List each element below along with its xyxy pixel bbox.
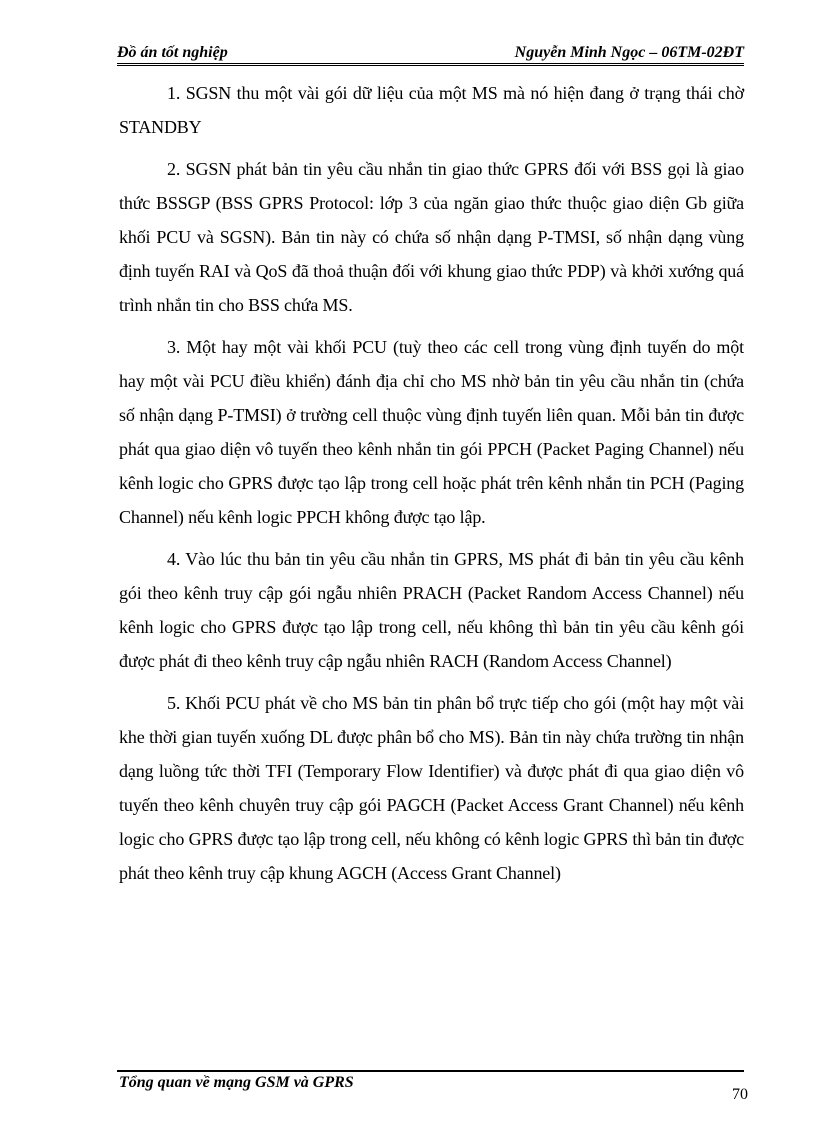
paragraph-3: 3. Một hay một vài khối PCU (tuỳ theo các cell trong vùng định tuyến do một hay một vài PCU điều khiển) đánh địa chỉ cho MS nhờ bản tin yêu cầu nhắn tin (chứa số nhận dạng P-TMSI) ở trường cell thuộc vùng định tuyến liên quan. Mỗi bản tin được phát qua giao diện vô tuyến theo kênh nhắn tin gói PPCH (Packet Paging Channel) nếu kênh logic cho GPRS được tạo lập trong cell hoặc phát trên kênh nhắn tin PCH (Paging Channel) nếu kênh logic PPCH không được tạo lập. bbox=[119, 337, 744, 527]
body-text bbox=[119, 76, 744, 898]
paragraph-2: 2. SGSN phát bản tin yêu cầu nhắn tin giao thức GPRS đối với BSS gọi là giao thức BSSGP (BSS GPRS Protocol: lớp 3 của ngăn giao thức thuộc giao diện Gb giữa khối PCU và SGSN). Bản tin này có chứa số nhận dạng P-TMSI, số nhận dạng vùng định tuyến RAI và QoS đã thoả thuận đối với khung giao thức PDP) và khởi xướng quá trình nhắn tin cho BSS chứa MS. bbox=[119, 159, 744, 315]
header-right: Nguyễn Minh Ngọc – 06TM-02ĐT bbox=[514, 44, 744, 61]
paragraph-5: 5. Khối PCU phát về cho MS bản tin phân bổ trực tiếp cho gói (một hay một vài khe thời gian tuyến xuống DL được phân bổ cho MS). Bản tin này chứa trường tin nhận dạng luồng tức thời TFI (Temporary Flow Identifier) và được phát đi qua giao diện vô tuyến theo kênh chuyên truy cập gói PAGCH (Packet Access Grant Channel) nếu kênh logic cho GPRS được tạo lập trong cell, nếu không có kênh logic GPRS thì bản tin được phát theo kênh truy cập khung AGCH (Access Grant Channel) bbox=[119, 693, 744, 883]
header-left: Đồ án tốt nghiệp bbox=[117, 44, 228, 61]
page-number: 70 bbox=[732, 1086, 748, 1103]
footer-title: Tổng quan về mạng GSM và GPRS bbox=[119, 1074, 354, 1091]
page-header bbox=[117, 40, 744, 62]
footer-rule bbox=[117, 1070, 744, 1072]
paragraph-1: 1. SGSN thu một vài gói dữ liệu của một MS mà nó hiện đang ở trạng thái chờ STANDBY bbox=[119, 83, 744, 137]
header-rule bbox=[117, 63, 744, 66]
paragraph-4: 4. Vào lúc thu bản tin yêu cầu nhắn tin GPRS, MS phát đi bản tin yêu cầu kênh gói theo kênh truy cập gói ngẫu nhiên PRACH (Packet Random Access Channel) nếu kênh logic cho GPRS được tạo lập trong cell, nếu không thì bản tin yêu cầu kênh gói được phát đi theo kênh truy cập ngẫu nhiên RACH (Random Access Channel) bbox=[119, 549, 744, 671]
